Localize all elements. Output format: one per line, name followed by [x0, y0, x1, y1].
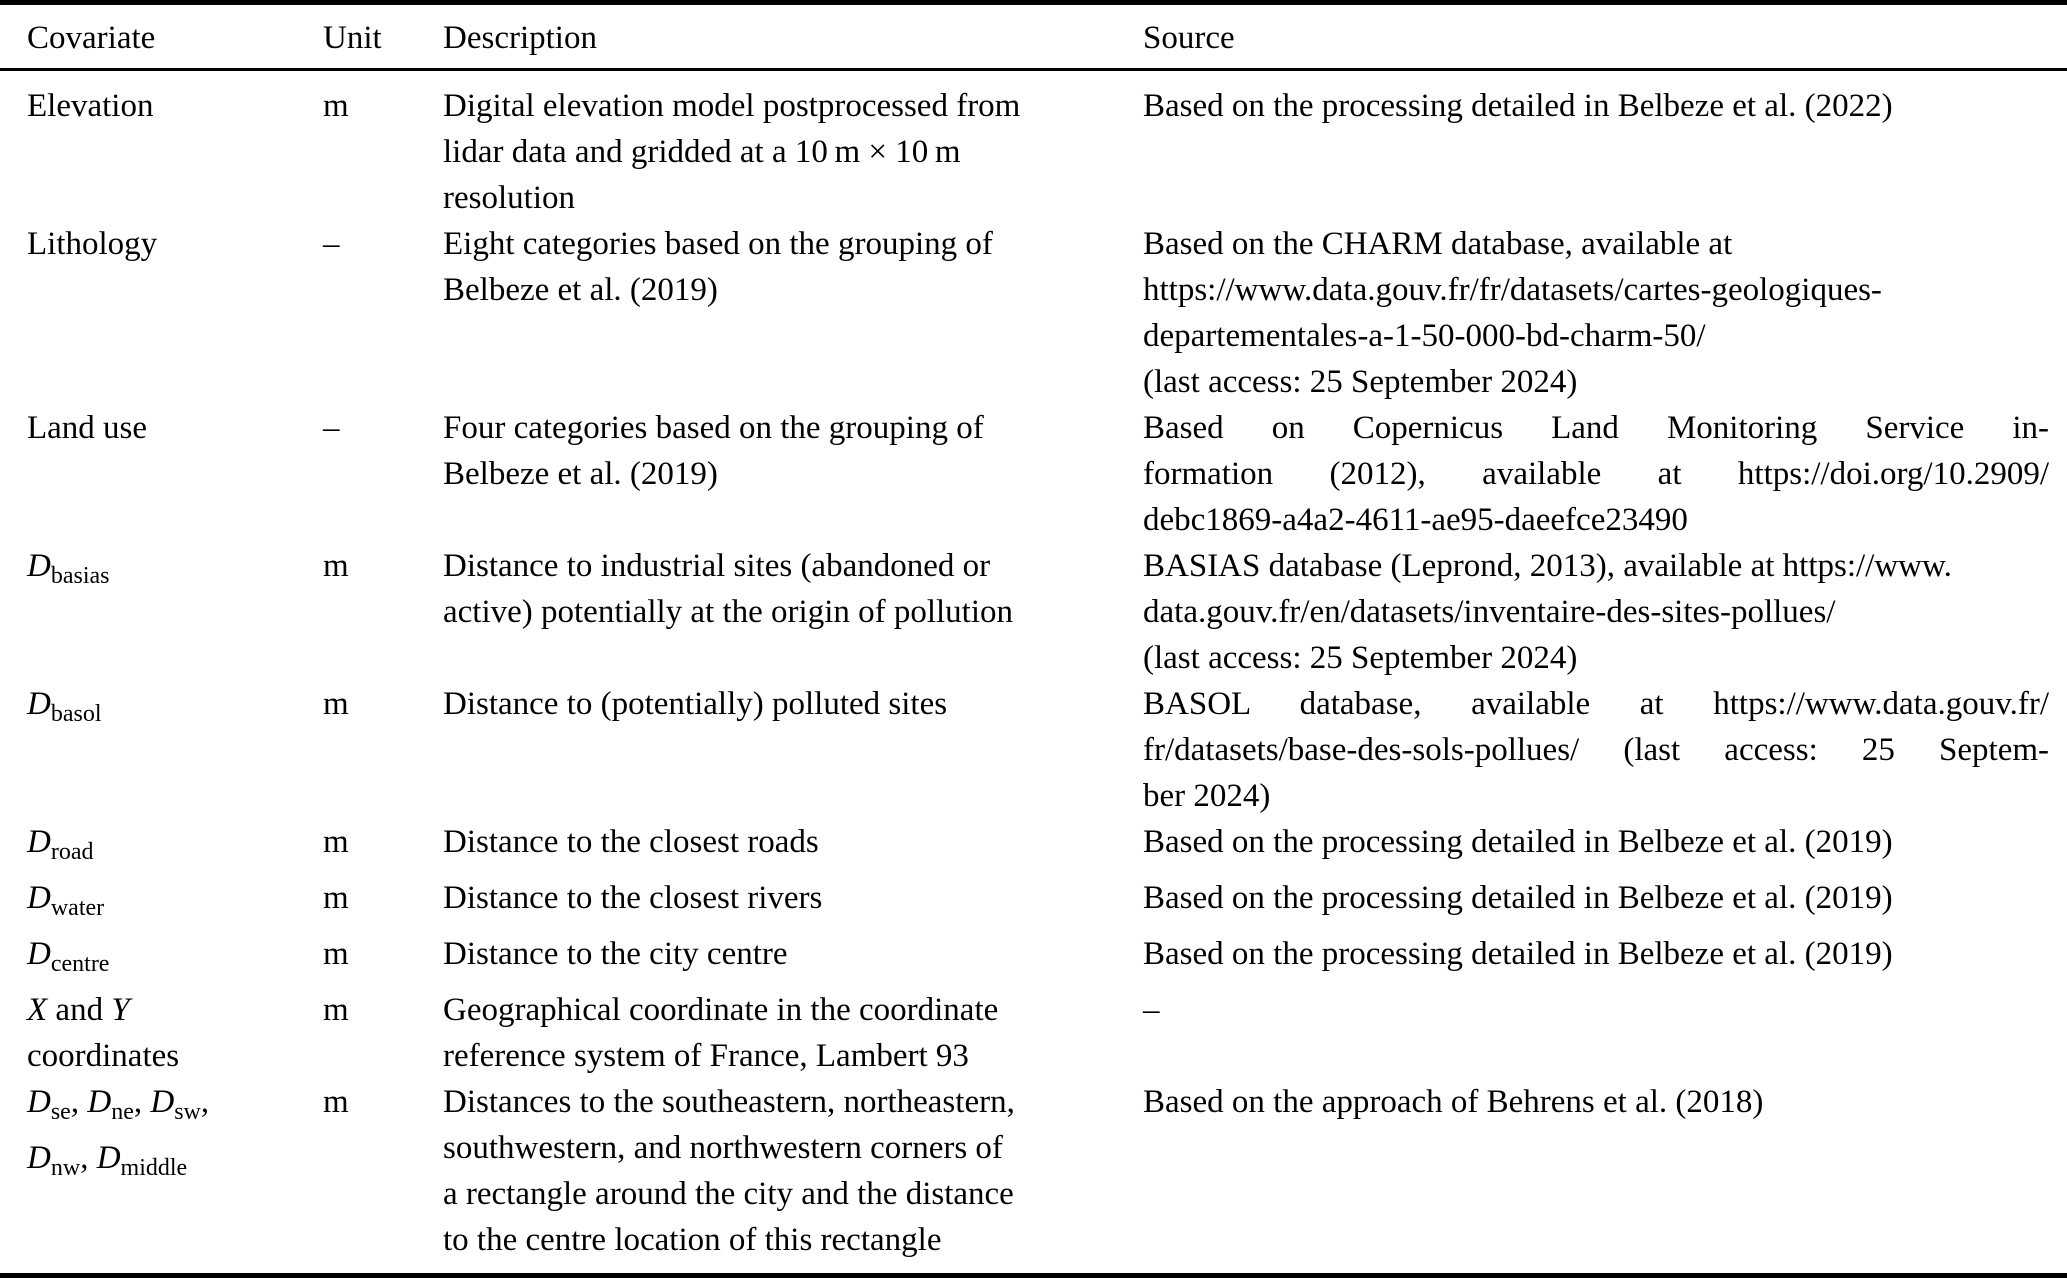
- text-segment: Lithology: [27, 226, 158, 262]
- variable-symbol: D: [150, 1084, 175, 1120]
- text-line: a rectangle around the city and the distance: [443, 1176, 1014, 1212]
- unit-cell: [323, 221, 443, 405]
- text-line: Based on the processing detailed in Belbeze et al. (2019): [1143, 880, 1893, 916]
- table-row: [0, 70, 2067, 222]
- text-line: m: [323, 992, 349, 1028]
- description-cell: [443, 70, 1143, 222]
- text-line: [27, 1135, 323, 1191]
- text-line: formation (2012), available at https://doi.org/10.2909/: [1143, 456, 2049, 492]
- table-row: [0, 1079, 2067, 1276]
- column-header-description: Description: [443, 3, 1143, 70]
- variable-symbol: D: [27, 686, 51, 722]
- source-cell: [1143, 931, 2067, 987]
- text-line: m: [323, 936, 349, 972]
- subscript-text: basol: [50, 701, 102, 727]
- description-cell: [443, 543, 1143, 681]
- unit-cell: [323, 70, 443, 222]
- source-cell: [1143, 681, 2067, 819]
- variable-symbol: D: [27, 1084, 51, 1120]
- unit-cell: [323, 405, 443, 543]
- covariate-cell: [0, 405, 323, 543]
- text-line: Belbeze et al. (2019): [443, 272, 718, 308]
- text-line: to the centre location of this rectangle: [443, 1222, 942, 1258]
- subscript-text: basias: [50, 563, 110, 589]
- text-line: Based on the processing detailed in Belbeze et al. (2019): [1143, 936, 1893, 972]
- text-line: departementales-a-1-50-000-bd-charm-50/: [1143, 318, 1706, 354]
- text-line: fr/datasets/base-des-sols-pollues/ (last access: 25 Septem-: [1143, 732, 2049, 768]
- variable-symbol: D: [96, 1140, 121, 1176]
- text-line: [27, 819, 323, 875]
- unit-cell: [323, 543, 443, 681]
- source-cell: [1143, 221, 2067, 405]
- text-line: Based on the approach of Behrens et al. (2018): [1143, 1084, 1764, 1120]
- text-line: lidar data and gridded at a 10 m × 10 m: [443, 134, 961, 170]
- text-segment: ,: [133, 1084, 151, 1120]
- source-cell: [1143, 875, 2067, 931]
- text-line: Distance to (potentially) polluted sites: [443, 686, 948, 722]
- column-header-source: Source: [1143, 3, 2067, 70]
- subscript-text: sw: [174, 1099, 201, 1125]
- covariate-cell: [0, 681, 323, 819]
- subscript-text: road: [50, 839, 94, 865]
- text-line: m: [323, 880, 349, 916]
- source-cell: [1143, 543, 2067, 681]
- text-line: southwestern, and northwestern corners of: [443, 1130, 1003, 1166]
- subscript-text: centre: [50, 951, 110, 977]
- description-cell: [443, 875, 1143, 931]
- text-line: BASOL database, available at https://www.data.gouv.fr/: [1143, 686, 2049, 722]
- text-line: active) potentially at the origin of pollution: [443, 594, 1014, 630]
- text-line: data.gouv.fr/en/datasets/inventaire-des-sites-pollues/: [1143, 594, 1836, 630]
- text-line: Eight categories based on the grouping of: [443, 226, 993, 262]
- source-cell: [1143, 1079, 2067, 1276]
- table-row: [0, 681, 2067, 819]
- source-cell: [1143, 70, 2067, 222]
- text-segment: Elevation: [27, 88, 154, 124]
- variable-symbol: D: [27, 548, 51, 584]
- covariate-cell: [0, 221, 323, 405]
- source-cell: [1143, 405, 2067, 543]
- variable-symbol: D: [27, 880, 51, 916]
- table-row: [0, 405, 2067, 543]
- subscript-text: water: [50, 895, 105, 921]
- unit-cell: [323, 987, 443, 1079]
- subscript-text: se: [50, 1099, 71, 1125]
- table-row: [0, 875, 2067, 931]
- text-line: resolution: [443, 180, 575, 216]
- text-line: m: [323, 88, 349, 124]
- description-cell: [443, 405, 1143, 543]
- text-line: (last access: 25 September 2024): [1143, 364, 1578, 400]
- table-header: [0, 3, 2067, 70]
- unit-cell: [323, 931, 443, 987]
- description-cell: [443, 987, 1143, 1079]
- text-line: Based on the CHARM database, available at: [1143, 226, 1733, 262]
- description-cell: [443, 819, 1143, 875]
- covariate-cell: [0, 70, 323, 222]
- variable-symbol: D: [27, 936, 51, 972]
- unit-cell: [323, 875, 443, 931]
- text-line: https://www.data.gouv.fr/fr/datasets/cartes-geologiques-: [1143, 272, 1882, 308]
- description-cell: [443, 681, 1143, 819]
- text-line: [27, 931, 323, 987]
- text-segment: Land use: [27, 410, 148, 446]
- covariate-cell: [0, 875, 323, 931]
- text-line: Based on the processing detailed in Belbeze et al. (2019): [1143, 824, 1893, 860]
- text-line: –: [323, 410, 340, 446]
- text-line: Distances to the southeastern, northeastern,: [443, 1084, 1015, 1120]
- text-line: Four categories based on the grouping of: [443, 410, 984, 446]
- text-line: (last access: 25 September 2024): [1143, 640, 1578, 676]
- variable-symbol: D: [87, 1084, 112, 1120]
- text-segment: and: [47, 992, 112, 1028]
- text-line: ber 2024): [1143, 778, 1271, 814]
- text-line: m: [323, 686, 349, 722]
- source-cell: [1143, 819, 2067, 875]
- text-line: Distance to industrial sites (abandoned or: [443, 548, 991, 584]
- text-line: [27, 83, 323, 129]
- unit-cell: [323, 681, 443, 819]
- text-line: m: [323, 824, 349, 860]
- text-line: Distance to the closest rivers: [443, 880, 823, 916]
- text-line: [27, 543, 323, 599]
- source-cell: [1143, 987, 2067, 1079]
- covariate-cell: [0, 1079, 323, 1276]
- subscript-text: nw: [50, 1155, 81, 1181]
- table-body: [0, 70, 2067, 1276]
- description-cell: [443, 221, 1143, 405]
- text-line: –: [323, 226, 340, 262]
- text-line: reference system of France, Lambert 93: [443, 1038, 969, 1074]
- variable-symbol: Y: [111, 992, 130, 1028]
- covariate-cell: [0, 931, 323, 987]
- text-line: Based on the processing detailed in Belbeze et al. (2022): [1143, 88, 1893, 124]
- text-segment: ,: [80, 1140, 97, 1176]
- text-line: Distance to the city centre: [443, 936, 788, 972]
- covariate-cell: [0, 543, 323, 681]
- subscript-text: ne: [111, 1099, 134, 1125]
- covariate-cell: [0, 819, 323, 875]
- text-line: –: [1143, 992, 1160, 1028]
- table-row: [0, 819, 2067, 875]
- text-line: debc1869-a4a2-4611-ae95-daeefce23490: [1143, 502, 1688, 538]
- variable-symbol: D: [27, 1140, 51, 1176]
- unit-cell: [323, 819, 443, 875]
- text-line: Geographical coordinate in the coordinate: [443, 992, 999, 1028]
- variable-symbol: D: [27, 824, 51, 860]
- text-line: [27, 405, 323, 451]
- unit-cell: [323, 1079, 443, 1276]
- variable-symbol: X: [27, 992, 48, 1028]
- column-header-covariate: Covariate: [0, 3, 323, 70]
- text-line: [27, 1033, 323, 1079]
- header-row: [0, 3, 2067, 70]
- text-segment: ,: [70, 1084, 88, 1120]
- subscript-text: middle: [120, 1155, 188, 1181]
- text-line: Distance to the closest roads: [443, 824, 819, 860]
- text-line: [27, 987, 323, 1033]
- text-line: [27, 1079, 323, 1135]
- table-row: [0, 543, 2067, 681]
- description-cell: [443, 1079, 1143, 1276]
- text-line: m: [323, 548, 349, 584]
- table-row: [0, 987, 2067, 1079]
- text-line: [27, 221, 323, 267]
- text-line: Belbeze et al. (2019): [443, 456, 718, 492]
- table-row: [0, 221, 2067, 405]
- table-row: [0, 931, 2067, 987]
- text-line: Digital elevation model postprocessed from: [443, 88, 1021, 124]
- text-line: [27, 875, 323, 931]
- covariate-cell: [0, 987, 323, 1079]
- text-line: BASIAS database (Leprond, 2013), available at https://www.: [1143, 548, 1952, 584]
- text-segment: ,: [200, 1084, 210, 1120]
- column-header-unit: Unit: [323, 3, 443, 70]
- text-line: Based on Copernicus Land Monitoring Service in-: [1143, 410, 2049, 446]
- text-line: [27, 681, 323, 737]
- description-cell: [443, 931, 1143, 987]
- text-segment: coordinates: [27, 1038, 180, 1074]
- text-line: m: [323, 1084, 349, 1120]
